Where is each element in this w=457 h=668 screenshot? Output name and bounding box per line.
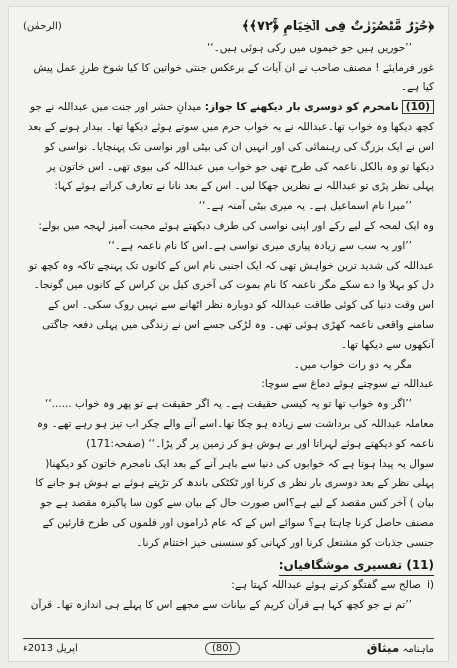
magazine-name: میثاق [366,641,400,655]
list-item [23,576,434,596]
verse-translation: ’’حوریں ہیں جو خیموں میں رکی ہوئی ہیں۔‘‘ [206,41,412,54]
paragraph-abdullah: عبداللہ کی شدید ترین خواہش تھی کہ ایک اجنبی نام اس کے کانوں تک پہنچے تاکہ وہ کچھ تو دل کو بہلا وا دے سکے مگر ناعمہ کا نام بموت کی آخری کیل بن کراس کے کانوں میں گونجا۔اس وقت دنیا کی کوئی طاقت عبداللہ کو دوبارہ نظر اٹھانے سے نہیں روک سکی۔ اس کے سامنے واقعی ناعمہ کھڑی ہوئی تھی۔ وہ لڑکی جسے اس نے زندگی میں پہلی دفعہ جاگتی آنکھوں سے دیکھا تھا۔ [28,259,434,351]
section-11-title: تفسیری موشگافیاں: [278,557,403,572]
paragraph-question: سوال یہ پیدا ہوتا ہے کہ خوابوں کی دنیا سے باہر آنے کے بعد ایک نامحرم خاتون کو دیکھنا( پہلی نظر کے بعد دوسری بار نظر ی کرنا اور ٹکٹکی باندھ کر تڑپتے ہوئے بے ہوش ہو جانے کا بیان ) آخر کس مقصد کے لیے ہے؟اس صورت حال کے بیان سے کون سا پاکیزہ مقصد ہے جو مصنف حاصل کرنا چاہتا ہے؟ سوائے اس کے کہ عام ڈراموں اور فلموں کی طرح قارئین کے جنسی جذبات کو مشتعل کرنا اور کہانی کو سنسنی خیز اختتام کرنا۔ [35,457,434,549]
quote-quran: ’’تم نے جو کچھ کہا ہے قرآن کریم کے بیانات سے مجھے اس کا پہلے ہی اندازہ تھا۔ قرآن [30,599,412,612]
quote-intro: ’’میرا نام اسماعیل ہے۔ یہ میری بیٹی آمنہ ہے۔‘‘ [198,200,412,213]
section-11-heading [23,554,434,577]
quote-naima: ’’اور یہ سب سے زیادہ پیاری میری نواسی ہے۔اس کا نام ناعمہ ہے۔‘‘ [108,239,412,252]
magazine-prefix: ماہنامہ [402,644,434,655]
quote-follow: وہ ایک لمحہ کے لیے رکے اور اپنی نواسی کی طرف دیکھتے ہوئے محبت آمیز لہجہ میں بولے: [38,219,434,232]
surah-reference: (الرحمٰن) [23,21,62,32]
line-faint: معاملہ عبداللہ کی برداشت سے زیادہ ہو چکا تھا۔اسے آنے والے چکر اب تیز ہو رہے تھے۔ وہ ناعمہ کو دیکھتے ہوئے لہراتا اور بے ہوش ہو کر زمین پر گر پڑا۔‘‘ (صفحہ:171) [36,417,434,450]
page-footer [23,638,434,655]
section-11-number: (11) [406,557,434,572]
page-number: (80) [205,642,240,655]
quran-verse: ﴿حُوۡرٌ مَّقۡصُوۡرٰتٌ فِی الۡخِیَامِ ﴿ۚ۷۲﴾﴾ [241,19,434,34]
section-10-paragraph [23,98,434,197]
section-10-text: میدانِ حشر اور جنت میں عبداللہ نے جو کچھ دیکھا وہ خواب تھا۔عبداللہ نے یہ خواب حرم میں سوتے ہوئے دیکھا تھا۔ بیدار ہونے کے بعد اس نے ایک بزرگ کی رہنمائی کی اور انہیں ان کی بیٹی اور نواسی تک پہنچایا۔ نواسی کو دیکھا تو وہ بالکل ناعمہ کی طرح تھی جو خواب میں عبداللہ کی بیوی تھی۔ اس خاتون پر پہلی نظر پڑی تو عبداللہ نے نظریں جھکا لیں۔ اس کے بعد نانا نے تعارف کراتے ہوئے کہا: [27,101,434,193]
issue-date: اپریل 2013ء [23,642,78,654]
list-item-text: صالح سے گفتگو کرتے ہوئے عبداللہ کہتا ہے: [231,579,421,592]
magazine-title [367,641,434,655]
section-10-number: (10) [402,100,434,114]
section-10-title: نامحرم کو دوسری بار دیکھنے کا جواز: [204,101,399,114]
list-item-number: (i [426,579,434,592]
line-dream: مگر یہ دو رات خواب میں۔ [293,358,412,371]
line-thought: عبداللہ نے سوچتے ہوئے دماغ سے سوچا: [261,378,434,391]
quote-reality: ’’اگر وہ خواب تھا تو یہ کیسی حقیقت ہے۔ یہ اگر حقیقت ہے تو پھر وہ خواب ......‘‘ [44,398,412,411]
paragraph-comment: غور فرمایئے ! مصنف صاحب نے ان آیات کے برعکس جنتی خواتین کا کیا شوخ طرزِ عمل پیش کیا ہے۔ [33,61,434,94]
document-page [8,6,449,662]
verse-header [23,17,434,37]
page-content [23,17,434,616]
